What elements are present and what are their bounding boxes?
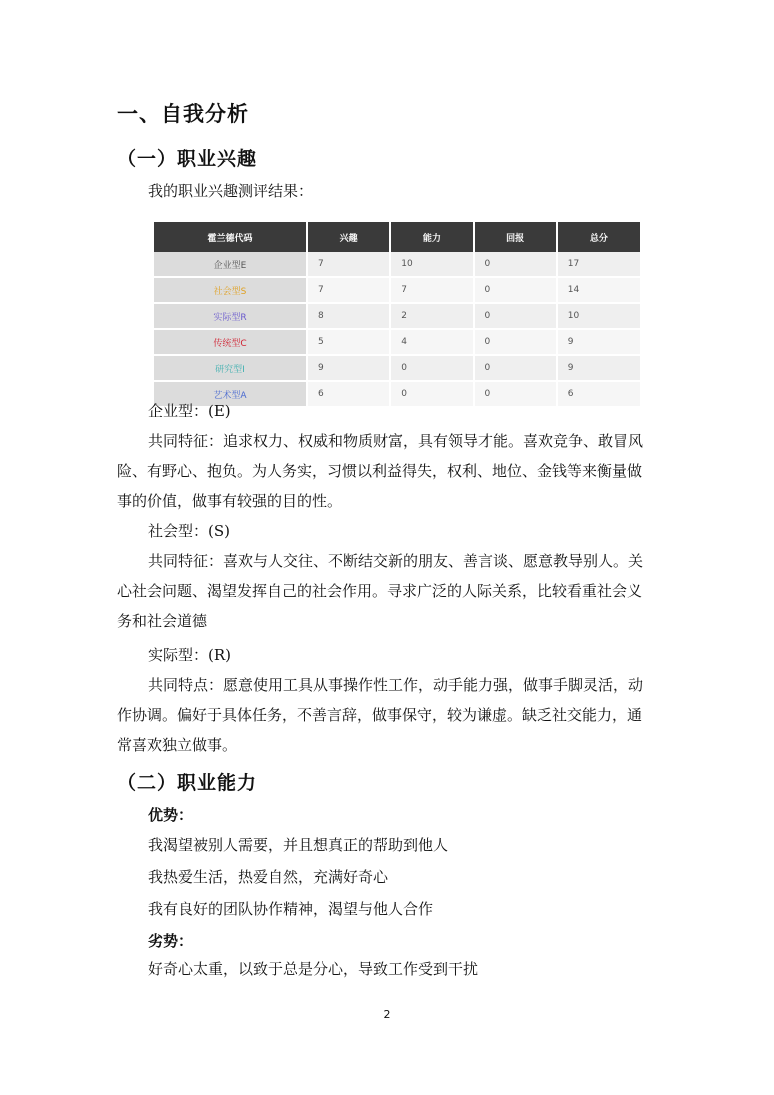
type-r-line: 作协调。偏好于具体任务，不善言辞，做事保守，较为谦虚。缺乏社交能力，通: [117, 706, 643, 724]
type-r-line: 常喜欢独立做事。: [117, 736, 238, 754]
score-cell: 6: [307, 381, 390, 407]
score-cell: 0: [474, 303, 557, 329]
holland-code-cell: 传统型C: [154, 329, 307, 355]
table-row: [154, 329, 640, 355]
strength-item: 我渴望被别人需要，并且想真正的帮助到他人: [148, 836, 449, 854]
type-e-line: 事的价值，做事有较强的目的性。: [117, 492, 343, 510]
type-e-line: 险、有野心、抱负。为人务实，习惯以利益得失，权利、地位、金钱等来衡量做: [117, 462, 643, 480]
type-s-label: 社会型：(S): [148, 522, 230, 540]
score-cell: 14: [557, 277, 640, 303]
score-cell: 7: [390, 277, 473, 303]
score-cell: 6: [557, 381, 640, 407]
header-ability: 能力: [390, 222, 473, 252]
score-cell: 8: [307, 303, 390, 329]
type-r-label: 实际型：(R): [148, 646, 231, 664]
score-cell: 0: [474, 277, 557, 303]
intro-text: 我的职业兴趣测评结果：: [148, 182, 314, 200]
score-cell: 0: [474, 329, 557, 355]
holland-results-table: [154, 222, 640, 408]
holland-code-cell: 实际型R: [154, 303, 307, 329]
score-cell: 10: [390, 252, 473, 277]
table-header-row: [154, 222, 640, 252]
strength-item: 我有良好的团队协作精神，渴望与他人合作: [148, 900, 434, 918]
score-cell: 9: [557, 355, 640, 381]
header-interest: 兴趣: [307, 222, 390, 252]
table-row: [154, 303, 640, 329]
score-cell: 7: [307, 252, 390, 277]
table-row: [154, 277, 640, 303]
table-row: [154, 355, 640, 381]
score-cell: 0: [474, 355, 557, 381]
score-cell: 5: [307, 329, 390, 355]
holland-code-cell: 艺术型A: [154, 381, 307, 407]
weakness-item: 好奇心太重，以致于总是分心，导致工作受到干扰: [148, 960, 479, 978]
score-cell: 0: [390, 355, 473, 381]
strength-item: 我热爱生活，热爱自然，充满好奇心: [148, 868, 389, 886]
score-cell: 0: [474, 252, 557, 277]
type-s-line: 心社会问题、渴望发挥自己的社会作用。寻求广泛的人际关系，比较看重社会义: [117, 582, 643, 600]
header-total: 总分: [557, 222, 640, 252]
weaknesses-label: 劣势：: [148, 932, 194, 950]
type-s-line: 共同特征：喜欢与人交往、不断结交新的朋友、善言谈、愿意教导别人。关: [148, 552, 644, 570]
holland-code-cell: 社会型S: [154, 277, 307, 303]
score-cell: 4: [390, 329, 473, 355]
header-reward: 回报: [474, 222, 557, 252]
type-s-line: 务和社会道德: [117, 612, 208, 630]
heading-career-ability: （二）职业能力: [117, 772, 258, 794]
heading-career-interest: （一）职业兴趣: [117, 148, 258, 170]
holland-code-cell: 研究型I: [154, 355, 307, 381]
strengths-label: 优势：: [148, 806, 194, 824]
score-cell: 0: [474, 381, 557, 407]
score-cell: 9: [557, 329, 640, 355]
type-r-line: 共同特点：愿意使用工具从事操作性工作，动手能力强，做事手脚灵活，动: [148, 676, 644, 694]
holland-code-cell: 企业型E: [154, 252, 307, 277]
type-e-label: 企业型：(E): [148, 402, 231, 420]
score-cell: 2: [390, 303, 473, 329]
score-cell: 9: [307, 355, 390, 381]
page-number: 2: [383, 1008, 391, 1021]
header-code: 霍兰德代码: [154, 222, 307, 252]
score-cell: 7: [307, 277, 390, 303]
type-e-line: 共同特征：追求权力、权威和物质财富，具有领导才能。喜欢竞争、敢冒风: [148, 432, 644, 450]
score-cell: 0: [390, 381, 473, 407]
score-cell: 10: [557, 303, 640, 329]
table-row: [154, 252, 640, 277]
score-cell: 17: [557, 252, 640, 277]
heading-self-analysis: 一、自我分析: [117, 102, 249, 126]
